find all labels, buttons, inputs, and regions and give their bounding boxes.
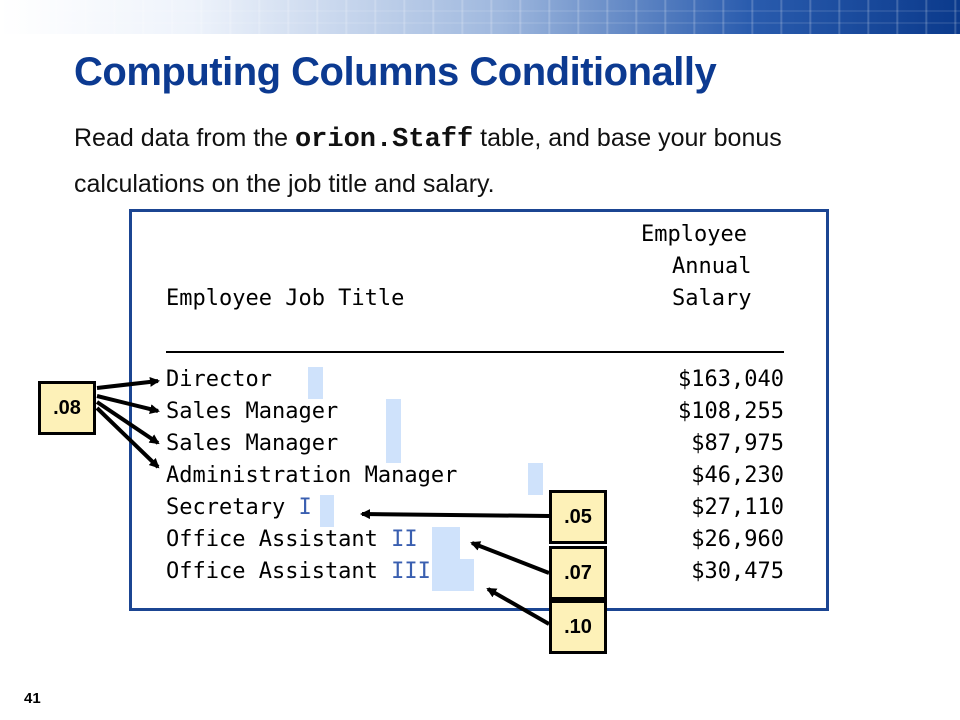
arrow-05-secretary (362, 514, 549, 516)
salary-header-line3: Salary (672, 286, 752, 311)
salary: $27,110 (691, 495, 784, 520)
bonus-rate-managers: .08 (38, 381, 96, 435)
job-title: Secretary I (166, 495, 312, 520)
job-title: Administration Manager (166, 463, 458, 488)
arrow-08-director (97, 381, 158, 388)
salary: $26,960 (691, 527, 784, 552)
salary: $108,255 (678, 399, 784, 424)
salary: $87,975 (691, 431, 784, 456)
salary: $30,475 (691, 559, 784, 584)
slide-number: 41 (24, 690, 41, 707)
salary-header-line2: Annual (672, 254, 752, 279)
job-title: Director (166, 367, 272, 392)
bonus-rate-level-3: .10 (549, 600, 607, 654)
bonus-rate-level-1: .05 (549, 490, 607, 544)
job-title: Sales Manager (166, 399, 339, 424)
intro-table-name: orion.Staff (294, 125, 474, 155)
bonus-rate-level-2: .07 (549, 546, 607, 600)
arrow-07-assistant-ii (472, 543, 549, 573)
intro-text-after: table, and base your bonus calculations on the job title and salary. (74, 124, 782, 198)
job-title: Sales Manager (166, 431, 339, 456)
intro-text-before: Read data from the (74, 124, 295, 152)
job-title: Office Assistant II (166, 527, 418, 552)
arrow-10-assistant-iii (488, 589, 549, 624)
slide-title: Computing Columns Conditionally (74, 50, 717, 94)
salary: $46,230 (691, 463, 784, 488)
job-title-header: Employee Job Title (166, 286, 405, 311)
salary-header-line1: Employee (641, 222, 747, 247)
salary: $163,040 (678, 367, 784, 392)
job-title: Office Assistant III (166, 559, 431, 584)
